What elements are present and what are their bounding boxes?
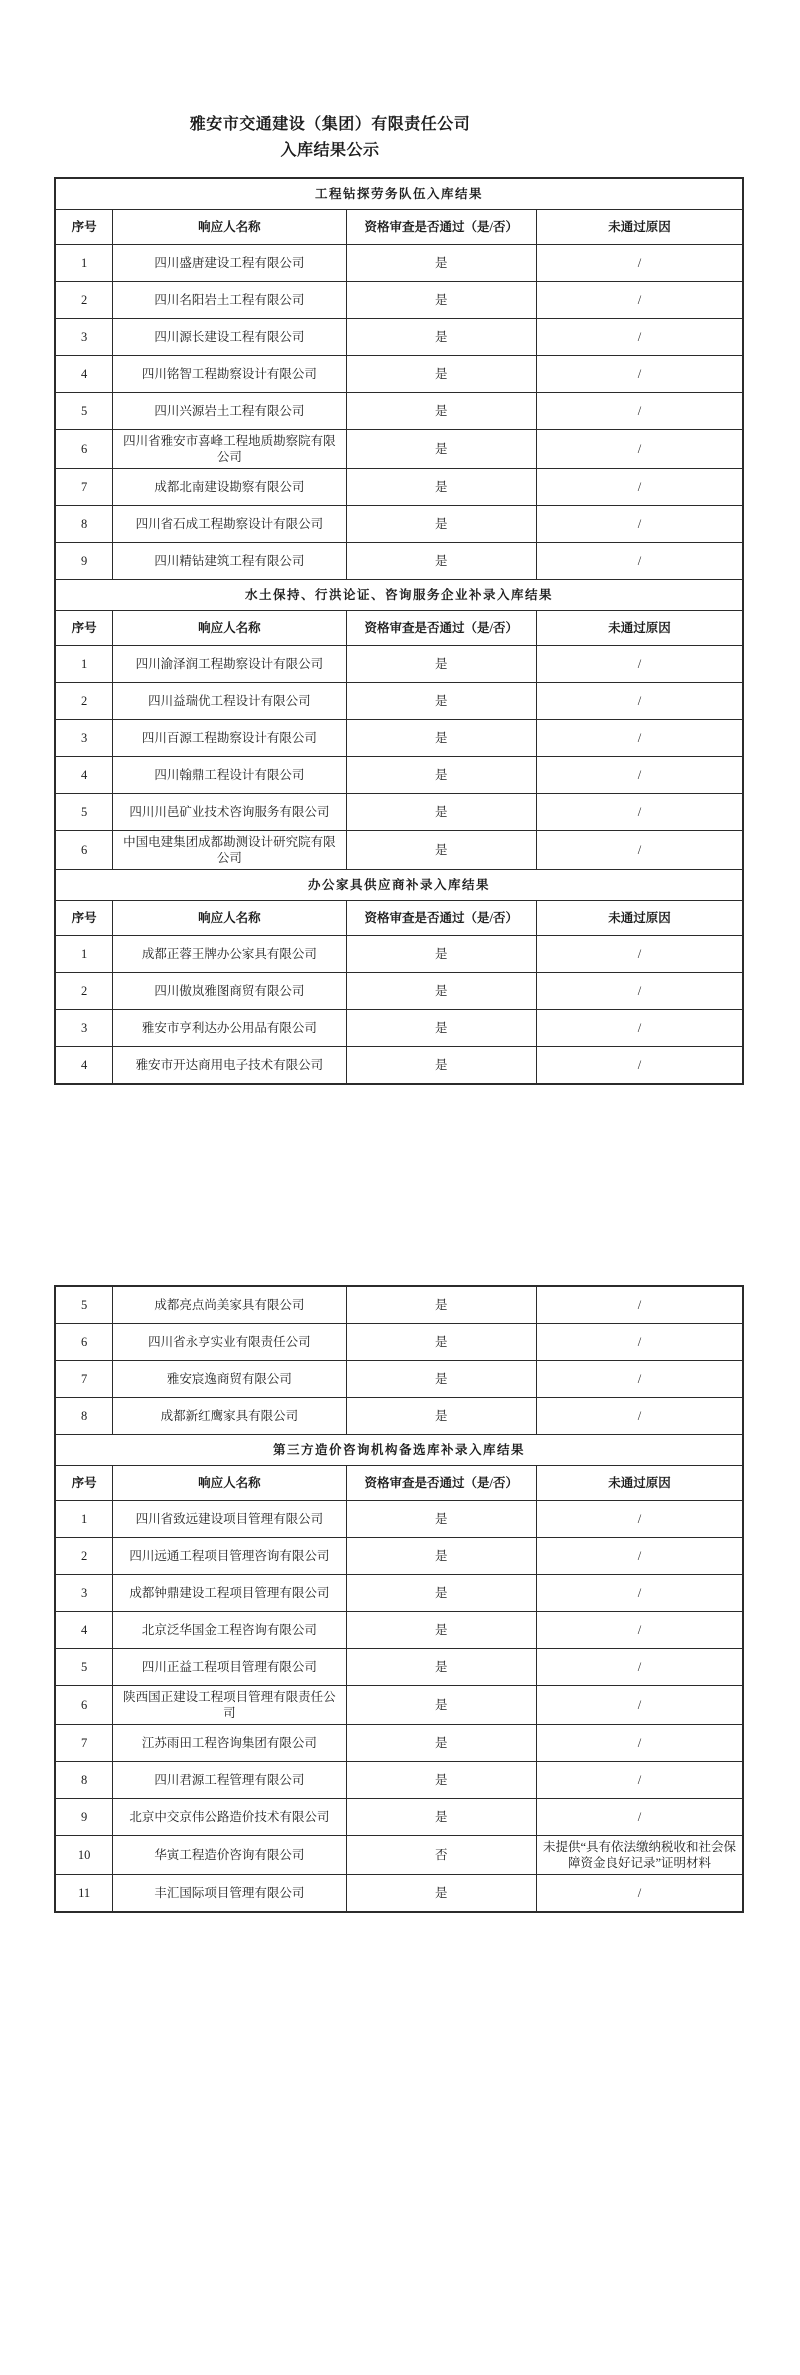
qualification-passed-cell: 是 <box>346 356 537 393</box>
table-row <box>55 1612 743 1649</box>
qualification-passed-cell: 是 <box>346 1612 537 1649</box>
respondent-name-cell: 四川名阳岩土工程有限公司 <box>113 282 346 319</box>
row-number-cell: 2 <box>55 1538 113 1575</box>
row-number-cell: 6 <box>55 1686 113 1725</box>
column-header: 序号 <box>55 611 113 646</box>
fail-reason-cell: / <box>537 282 743 319</box>
row-number-cell: 9 <box>55 543 113 580</box>
respondent-name-cell: 四川省雅安市喜峰工程地质勘察院有限公司 <box>113 430 346 469</box>
table-row <box>55 430 743 469</box>
respondent-name-cell: 成都钟鼎建设工程项目管理有限公司 <box>113 1575 346 1612</box>
row-number-cell: 2 <box>55 683 113 720</box>
section-title-row <box>55 870 743 901</box>
table-row <box>55 506 743 543</box>
table-row <box>55 282 743 319</box>
column-header: 未通过原因 <box>537 611 743 646</box>
row-number-cell: 9 <box>55 1799 113 1836</box>
qualification-passed-cell: 是 <box>346 1725 537 1762</box>
table-row <box>55 1286 743 1324</box>
respondent-name-cell: 四川君源工程管理有限公司 <box>113 1762 346 1799</box>
row-number-cell: 5 <box>55 1649 113 1686</box>
qualification-passed-cell: 是 <box>346 1361 537 1398</box>
fail-reason-cell: / <box>537 1398 743 1435</box>
table-row <box>55 1875 743 1913</box>
respondent-name-cell: 成都北南建设勘察有限公司 <box>113 469 346 506</box>
column-header: 响应人名称 <box>113 210 346 245</box>
row-number-cell: 5 <box>55 1286 113 1324</box>
respondent-name-cell: 成都亮点尚美家具有限公司 <box>113 1286 346 1324</box>
column-header: 响应人名称 <box>113 611 346 646</box>
column-header: 资格审查是否通过（是/否） <box>346 210 537 245</box>
table-row <box>55 794 743 831</box>
fail-reason-cell: / <box>537 469 743 506</box>
row-number-cell: 11 <box>55 1875 113 1913</box>
fail-reason-cell: / <box>537 1361 743 1398</box>
respondent-name-cell: 陕西国正建设工程项目管理有限责任公司 <box>113 1686 346 1725</box>
fail-reason-cell: / <box>537 1725 743 1762</box>
document-title-line1: 雅安市交通建设（集团）有限责任公司 <box>189 116 471 133</box>
row-number-cell: 1 <box>55 646 113 683</box>
table-row <box>55 1799 743 1836</box>
table-row <box>55 1538 743 1575</box>
row-number-cell: 1 <box>55 1501 113 1538</box>
row-number-cell: 6 <box>55 831 113 870</box>
respondent-name-cell: 四川远通工程项目管理咨询有限公司 <box>113 1538 346 1575</box>
respondent-name-cell: 四川百源工程勘察设计有限公司 <box>113 720 346 757</box>
respondent-name-cell: 北京泛华国金工程咨询有限公司 <box>113 1612 346 1649</box>
fail-reason-cell: / <box>537 936 743 973</box>
respondent-name-cell: 华寅工程造价咨询有限公司 <box>113 1836 346 1875</box>
respondent-name-cell: 江苏雨田工程咨询集团有限公司 <box>113 1725 346 1762</box>
column-header: 响应人名称 <box>113 1466 346 1501</box>
row-number-cell: 3 <box>55 1575 113 1612</box>
qualification-passed-cell: 是 <box>346 720 537 757</box>
fail-reason-cell: / <box>537 1047 743 1085</box>
respondent-name-cell: 四川省石成工程勘察设计有限公司 <box>113 506 346 543</box>
respondent-name-cell: 雅安市亨利达办公用品有限公司 <box>113 1010 346 1047</box>
column-header-row <box>55 611 743 646</box>
row-number-cell: 7 <box>55 1361 113 1398</box>
qualification-passed-cell: 是 <box>346 936 537 973</box>
respondent-name-cell: 四川傲岚雅图商贸有限公司 <box>113 973 346 1010</box>
column-header: 序号 <box>55 1466 113 1501</box>
table-row <box>55 1575 743 1612</box>
qualification-passed-cell: 是 <box>346 393 537 430</box>
document-title <box>55 112 605 164</box>
respondent-name-cell: 四川益瑞优工程设计有限公司 <box>113 683 346 720</box>
qualification-passed-cell: 是 <box>346 245 537 282</box>
qualification-passed-cell: 是 <box>346 506 537 543</box>
table-row <box>55 1398 743 1435</box>
row-number-cell: 8 <box>55 506 113 543</box>
qualification-passed-cell: 是 <box>346 1501 537 1538</box>
row-number-cell: 8 <box>55 1762 113 1799</box>
column-header: 响应人名称 <box>113 901 346 936</box>
qualification-passed-cell: 是 <box>346 1875 537 1913</box>
results-table-page1 <box>54 177 744 1085</box>
table-row <box>55 1047 743 1085</box>
respondent-name-cell: 四川精钻建筑工程有限公司 <box>113 543 346 580</box>
respondent-name-cell: 雅安宸逸商贸有限公司 <box>113 1361 346 1398</box>
row-number-cell: 3 <box>55 720 113 757</box>
table-row <box>55 973 743 1010</box>
qualification-passed-cell: 是 <box>346 1324 537 1361</box>
respondent-name-cell: 四川川邑矿业技术咨询服务有限公司 <box>113 794 346 831</box>
section-title-row <box>55 580 743 611</box>
table-row <box>55 543 743 580</box>
fail-reason-cell: / <box>537 1286 743 1324</box>
fail-reason-cell: / <box>537 356 743 393</box>
table-row <box>55 1361 743 1398</box>
row-number-cell: 3 <box>55 1010 113 1047</box>
qualification-passed-cell: 是 <box>346 1286 537 1324</box>
qualification-passed-cell: 是 <box>346 683 537 720</box>
row-number-cell: 3 <box>55 319 113 356</box>
fail-reason-cell: / <box>537 245 743 282</box>
fail-reason-cell: / <box>537 1762 743 1799</box>
respondent-name-cell: 中国电建集团成都勘测设计研究院有限公司 <box>113 831 346 870</box>
table-row <box>55 683 743 720</box>
respondent-name-cell: 雅安市开达商用电子技术有限公司 <box>113 1047 346 1085</box>
fail-reason-cell: / <box>537 1538 743 1575</box>
section-title: 第三方造价咨询机构备选库补录入库结果 <box>55 1435 743 1466</box>
row-number-cell: 5 <box>55 794 113 831</box>
qualification-passed-cell: 是 <box>346 831 537 870</box>
table-row <box>55 1686 743 1725</box>
section-title: 水土保持、行洪论证、咨询服务企业补录入库结果 <box>55 580 743 611</box>
qualification-passed-cell: 是 <box>346 794 537 831</box>
table-row <box>55 831 743 870</box>
fail-reason-cell: / <box>537 1799 743 1836</box>
row-number-cell: 2 <box>55 282 113 319</box>
respondent-name-cell: 四川正益工程项目管理有限公司 <box>113 1649 346 1686</box>
table-row <box>55 1836 743 1875</box>
respondent-name-cell: 四川省永亨实业有限责任公司 <box>113 1324 346 1361</box>
fail-reason-cell: / <box>537 757 743 794</box>
fail-reason-cell: / <box>537 393 743 430</box>
row-number-cell: 1 <box>55 936 113 973</box>
qualification-passed-cell: 是 <box>346 757 537 794</box>
fail-reason-cell: / <box>537 1501 743 1538</box>
row-number-cell: 6 <box>55 430 113 469</box>
results-table-page2 <box>54 1285 744 1913</box>
respondent-name-cell: 成都正蓉王牌办公家具有限公司 <box>113 936 346 973</box>
table-row <box>55 1010 743 1047</box>
respondent-name-cell: 四川渝泽润工程勘察设计有限公司 <box>113 646 346 683</box>
fail-reason-cell: / <box>537 1324 743 1361</box>
column-header: 资格审查是否通过（是/否） <box>346 901 537 936</box>
column-header: 未通过原因 <box>537 210 743 245</box>
respondent-name-cell: 丰汇国际项目管理有限公司 <box>113 1875 346 1913</box>
fail-reason-cell: / <box>537 1612 743 1649</box>
column-header: 序号 <box>55 901 113 936</box>
table-row <box>55 245 743 282</box>
qualification-passed-cell: 是 <box>346 543 537 580</box>
section-title: 办公家具供应商补录入库结果 <box>55 870 743 901</box>
column-header-row <box>55 1466 743 1501</box>
respondent-name-cell: 四川兴源岩土工程有限公司 <box>113 393 346 430</box>
fail-reason-cell: / <box>537 1875 743 1913</box>
section-title: 工程钻探劳务队伍入库结果 <box>55 178 743 210</box>
respondent-name-cell: 四川盛唐建设工程有限公司 <box>113 245 346 282</box>
fail-reason-cell: / <box>537 543 743 580</box>
fail-reason-cell: / <box>537 646 743 683</box>
table-row <box>55 936 743 973</box>
qualification-passed-cell: 是 <box>346 1799 537 1836</box>
fail-reason-cell: / <box>537 319 743 356</box>
qualification-passed-cell: 是 <box>346 1538 537 1575</box>
qualification-passed-cell: 是 <box>346 1575 537 1612</box>
qualification-passed-cell: 是 <box>346 973 537 1010</box>
row-number-cell: 4 <box>55 356 113 393</box>
table-row <box>55 646 743 683</box>
table-row <box>55 393 743 430</box>
row-number-cell: 7 <box>55 1725 113 1762</box>
section-title-row <box>55 178 743 210</box>
table-row <box>55 1725 743 1762</box>
fail-reason-cell: / <box>537 1686 743 1725</box>
fail-reason-cell: / <box>537 794 743 831</box>
row-number-cell: 6 <box>55 1324 113 1361</box>
fail-reason-cell: / <box>537 831 743 870</box>
respondent-name-cell: 四川铭智工程勘察设计有限公司 <box>113 356 346 393</box>
fail-reason-cell: / <box>537 1649 743 1686</box>
qualification-passed-cell: 是 <box>346 1010 537 1047</box>
row-number-cell: 8 <box>55 1398 113 1435</box>
respondent-name-cell: 四川省致远建设项目管理有限公司 <box>113 1501 346 1538</box>
column-header-row <box>55 210 743 245</box>
respondent-name-cell: 四川源长建设工程有限公司 <box>113 319 346 356</box>
fail-reason-cell: 未提供“具有依法缴纳税收和社会保障资金良好记录”证明材料 <box>537 1836 743 1875</box>
qualification-passed-cell: 是 <box>346 1047 537 1085</box>
qualification-passed-cell: 是 <box>346 646 537 683</box>
column-header: 未通过原因 <box>537 901 743 936</box>
column-header: 资格审查是否通过（是/否） <box>346 611 537 646</box>
qualification-passed-cell: 是 <box>346 469 537 506</box>
fail-reason-cell: / <box>537 1575 743 1612</box>
row-number-cell: 5 <box>55 393 113 430</box>
qualification-passed-cell: 是 <box>346 282 537 319</box>
document-title-line2: 入库结果公示 <box>280 142 380 159</box>
qualification-passed-cell: 是 <box>346 1398 537 1435</box>
table-row <box>55 720 743 757</box>
qualification-passed-cell: 是 <box>346 1649 537 1686</box>
row-number-cell: 4 <box>55 1612 113 1649</box>
fail-reason-cell: / <box>537 506 743 543</box>
table-row <box>55 356 743 393</box>
row-number-cell: 2 <box>55 973 113 1010</box>
row-number-cell: 1 <box>55 245 113 282</box>
fail-reason-cell: / <box>537 1010 743 1047</box>
qualification-passed-cell: 否 <box>346 1836 537 1875</box>
table-row <box>55 1649 743 1686</box>
column-header: 未通过原因 <box>537 1466 743 1501</box>
qualification-passed-cell: 是 <box>346 430 537 469</box>
table-row <box>55 1324 743 1361</box>
row-number-cell: 7 <box>55 469 113 506</box>
fail-reason-cell: / <box>537 720 743 757</box>
column-header-row <box>55 901 743 936</box>
table-row <box>55 1501 743 1538</box>
fail-reason-cell: / <box>537 430 743 469</box>
table-row <box>55 469 743 506</box>
qualification-passed-cell: 是 <box>346 1686 537 1725</box>
column-header: 序号 <box>55 210 113 245</box>
respondent-name-cell: 四川翰鼎工程设计有限公司 <box>113 757 346 794</box>
table-row <box>55 319 743 356</box>
respondent-name-cell: 成都新红鹰家具有限公司 <box>113 1398 346 1435</box>
column-header: 资格审查是否通过（是/否） <box>346 1466 537 1501</box>
fail-reason-cell: / <box>537 683 743 720</box>
qualification-passed-cell: 是 <box>346 319 537 356</box>
fail-reason-cell: / <box>537 973 743 1010</box>
row-number-cell: 4 <box>55 1047 113 1085</box>
table-row <box>55 757 743 794</box>
respondent-name-cell: 北京中交京伟公路造价技术有限公司 <box>113 1799 346 1836</box>
row-number-cell: 10 <box>55 1836 113 1875</box>
table-row <box>55 1762 743 1799</box>
section-title-row <box>55 1435 743 1466</box>
qualification-passed-cell: 是 <box>346 1762 537 1799</box>
row-number-cell: 4 <box>55 757 113 794</box>
